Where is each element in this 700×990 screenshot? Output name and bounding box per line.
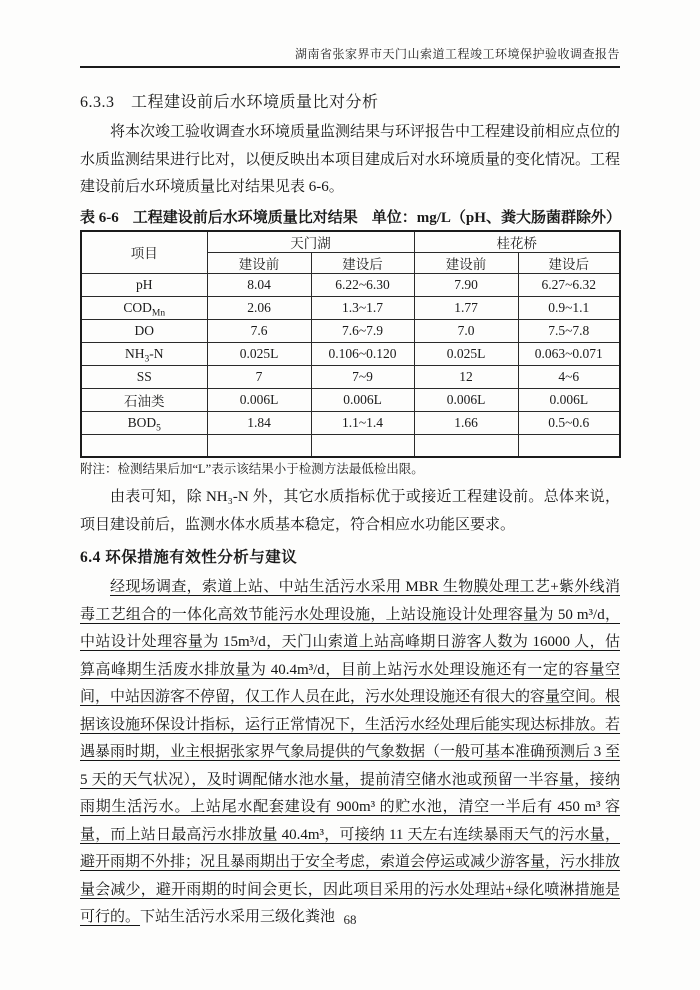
- value-cell: [311, 434, 414, 457]
- running-header-text: 湖南省张家界市天门山索道工程竣工环境保护验收调查报告: [294, 47, 620, 61]
- table-title-text: 工程建设前后水环境质量比对结果: [132, 209, 358, 226]
- param-cell: pH: [81, 273, 207, 296]
- table-row-petroleum: [81, 388, 620, 411]
- table-header-row-1: [81, 231, 620, 253]
- param-cell: $NH_3-N$: [81, 342, 207, 365]
- table-title-label: 表 6-6: [80, 209, 119, 226]
- value-cell: 0.006L: [414, 388, 518, 411]
- table-row-ph: [81, 273, 620, 296]
- param-cell: 石油类: [81, 388, 207, 411]
- value-cell: 8.04: [207, 273, 311, 296]
- value-cell: [414, 434, 518, 457]
- trailing-passage: 下站生活污水采用三级化粪池: [140, 909, 336, 925]
- param-cell: $BOD_5$: [81, 411, 207, 434]
- value-cell: 7: [207, 365, 311, 388]
- page-content: [80, 89, 620, 932]
- value-cell: 12: [414, 365, 518, 388]
- col-header-tianmen-lake: 天门湖: [207, 231, 414, 253]
- table-row-codmn: [81, 296, 620, 319]
- param-cell: $COD_{Mn}$: [81, 296, 207, 319]
- param-cell: SS: [81, 365, 207, 388]
- table-row-nh3n: [81, 342, 620, 365]
- value-cell: 7.0: [414, 319, 518, 342]
- value-cell: 0.025L: [414, 342, 518, 365]
- param-cell: DO: [81, 319, 207, 342]
- col-header-after-1: 建设后: [311, 252, 414, 273]
- value-cell: [207, 434, 311, 457]
- value-cell: 0.063~0.071: [518, 342, 620, 365]
- intro-paragraph: 将本次竣工验收调查水环境质量监测结果与环评报告中工程建设前相应点位的水质监测结果进行比对，以便反映出本项目建成后对水环境质量的变化情况。工程建设前后水环境质量比对结果见表 6-6。: [80, 124, 621, 195]
- value-cell: 2.06: [207, 296, 311, 319]
- value-cell: 1.77: [414, 296, 518, 319]
- value-cell: 0.025L: [207, 342, 311, 365]
- value-cell: 7.5~7.8: [518, 319, 620, 342]
- value-cell: 6.27~6.32: [518, 273, 620, 296]
- table-note: 附注：检测结果后加“L”表示该结果小于检测方法最低检出限。: [80, 462, 424, 476]
- section-heading-6-4: 6.4 环保措施有效性分析与建议: [80, 549, 298, 566]
- value-cell: 7.6: [207, 319, 311, 342]
- value-cell: 7~9: [311, 365, 414, 388]
- value-cell: 0.006L: [311, 388, 414, 411]
- value-cell: 0.9~1.1: [518, 296, 620, 319]
- analysis-paragraph: 由表可知，除 NH₃-N 外，其它水质指标优于或接近工程建设前。总体来说，项目建设前后，监测水体水质基本稳定，符合相应水功能区要求。: [80, 489, 620, 533]
- param-cell: [81, 434, 207, 457]
- col-header-before-1: 建设前: [207, 252, 311, 273]
- col-header-after-2: 建设后: [518, 252, 620, 273]
- col-header-before-2: 建设前: [414, 252, 518, 273]
- section-heading-6-3-3: 6.3.3 工程建设前后水环境质量比对分析: [80, 94, 379, 111]
- underlined-passage: 经现场调查，索道上站、中站生活污水采用 MBR 生物膜处理工艺+紫外线消毒工艺组合的一体化高效节能污水处理设施，上站设施设计处理容量为 50 m³/d，中站设计处理容量为 15m³/d，天门山索道上站高峰期日游客人数为 16000 人，估算高峰期生活废水排放量为 40.4m³/d，目前上站污水处理设施还有一定的容量空间，中站因游客不停留，仅工作人员在此，污水处理设施还有很大的容量空间。根据该设施环保设计指标，运行正常情况下，生活污水经处理后能实现达标排放。若遇暴雨时期，业主根据张家界气象局提供的气象数据（一般可基本准确预测后 3 至 5 天的天气状况），及时调配储水池水量，提前清空储水池或预留一半容量，接纳雨期生活污水。上站尾水配套建设有 900m³ 的贮水池，清空一半后有 450 m³ 容量，而上站日最高污水排放量 40.4m³，可接纳 11 天左右连续暴雨天气的污水量，避开雨期不外排；况且暴雨期出于安全考虑，索道会停运或减少游客量，污水排放量会减少，避开雨期的时间会更长，因此项目采用的污水处理站+绿化喷淋措施是可行的。: [80, 579, 621, 925]
- value-cell: 7.90: [414, 273, 518, 296]
- value-cell: 1.84: [207, 411, 311, 434]
- value-cell: [518, 434, 620, 457]
- value-cell: 0.5~0.6: [518, 411, 620, 434]
- table-row-bod5: [81, 411, 620, 434]
- value-cell: 1.3~1.7: [311, 296, 414, 319]
- value-cell: 0.106~0.120: [311, 342, 414, 365]
- page-number: 68: [343, 912, 357, 927]
- value-cell: 4~6: [518, 365, 620, 388]
- table-row-empty: [81, 434, 620, 457]
- value-cell: 1.66: [414, 411, 518, 434]
- effectiveness-paragraph: [80, 574, 620, 932]
- col-header-item: 项目: [81, 231, 207, 274]
- table-row-ss: [81, 365, 620, 388]
- page-header-area: [80, 0, 620, 68]
- table-row-do: [81, 319, 620, 342]
- value-cell: 0.006L: [207, 388, 311, 411]
- value-cell: 1.1~1.4: [311, 411, 414, 434]
- value-cell: 0.006L: [518, 388, 620, 411]
- table-title-unit: 单位：mg/L（pH、粪大肠菌群除外）: [371, 209, 621, 226]
- value-cell: 6.22~6.30: [311, 273, 414, 296]
- value-cell: 7.6~7.9: [311, 319, 414, 342]
- table-title: [80, 207, 620, 229]
- water-quality-comparison-table: [80, 230, 621, 459]
- col-header-guihua-bridge: 桂花桥: [414, 231, 620, 253]
